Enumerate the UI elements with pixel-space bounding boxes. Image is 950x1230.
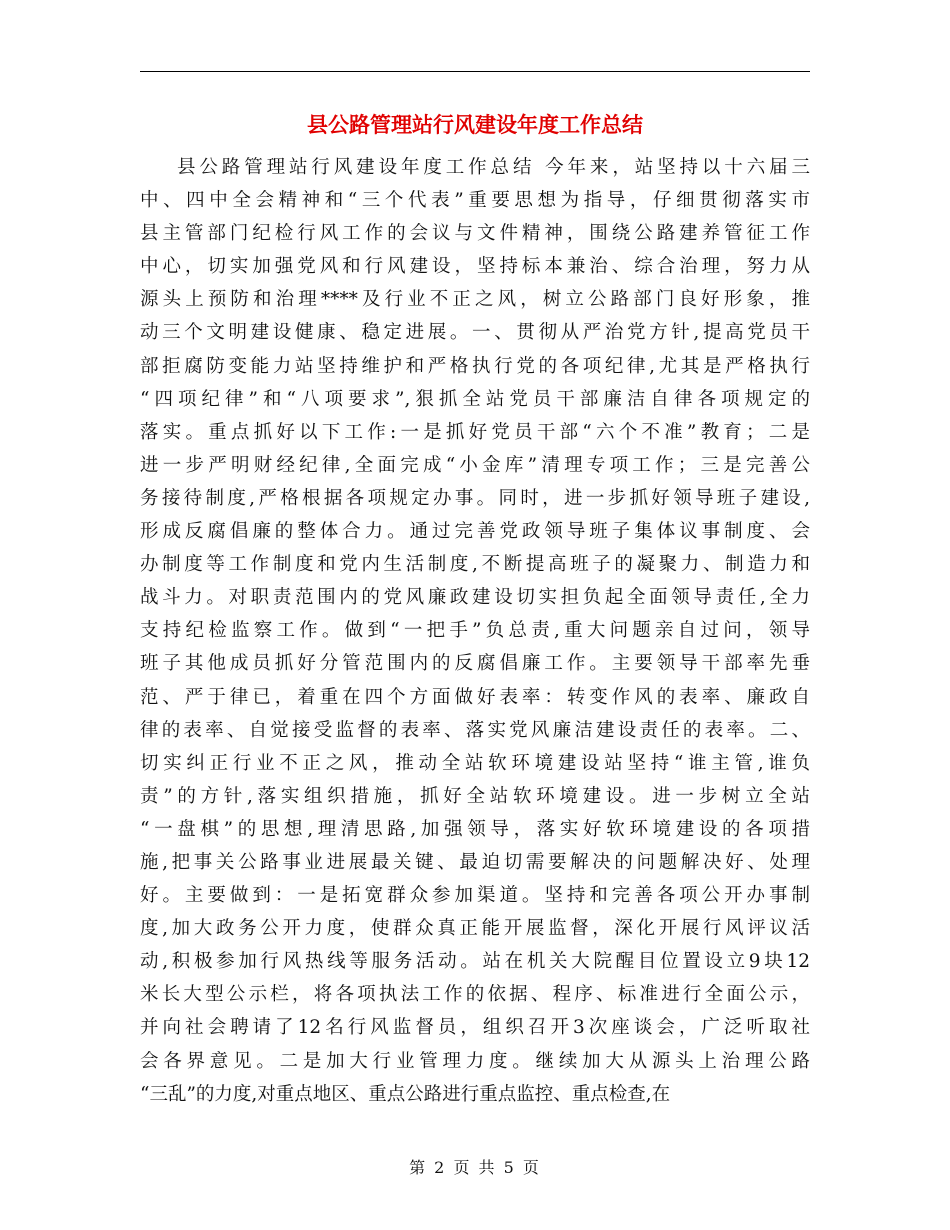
document-body	[140, 151, 810, 1111]
body-line: 施,把事关公路事业进展最关键、最迫切需要解决的问题解决好、处理	[140, 851, 810, 873]
body-line: “一盘棋”的思想,理清思路,加强领导，落实好软环境建设的各项措	[140, 818, 810, 840]
body-line: 办制度等工作制度和党内生活制度,不断提高班子的凝聚力、制造力和	[140, 554, 810, 576]
body-line: 县主管部门纪检行风工作的会议与文件精神，围绕公路建养管征工作	[140, 223, 810, 245]
body-line: 好。主要做到：一是拓宽群众参加渠道。坚持和完善各项公开办事制	[140, 885, 810, 907]
body-line: 动,积极参加行风热线等服务活动。站在机关大院醒目位置设立9块12	[140, 951, 810, 973]
body-line: 源头上预防和治理****及行业不正之风，树立公路部门良好形象，推	[140, 289, 810, 311]
body-line: 律的表率、自觉接受监督的表率、落实党风廉洁建设责任的表率。二、	[140, 719, 810, 741]
body-line: 会各界意见。二是加大行业管理力度。继续加大从源头上治理公路	[140, 1050, 810, 1072]
body-line: 部拒腐防变能力站坚持维护和严格执行党的各项纪律,尤其是严格执行	[140, 355, 810, 377]
page-number: 第 2 页 共 5 页	[409, 1158, 541, 1177]
body-line: “四项纪律”和“八项要求”,狠抓全站党员干部廉洁自律各项规定的	[140, 388, 810, 410]
body-line: 支持纪检监察工作。做到“一把手”负总责,重大问题亲自过问，领导	[140, 620, 810, 642]
body-line: 班子其他成员抓好分管范围内的反腐倡廉工作。主要领导干部率先垂	[140, 653, 810, 675]
body-line: “三乱”的力度,对重点地区、重点公路进行重点监控、重点检查,在	[140, 1083, 671, 1105]
body-line: 中、四中全会精神和“三个代表”重要思想为指导，仔细贯彻落实市	[140, 190, 810, 212]
body-line: 米长大型公示栏，将各项执法工作的依据、程序、标准进行全面公示，	[140, 984, 810, 1006]
body-line: 战斗力。对职责范围内的党风廉政建设切实担负起全面领导责任,全力	[140, 587, 810, 609]
body-line: 中心，切实加强党风和行风建设，坚持标本兼治、综合治理，努力从	[140, 256, 810, 278]
body-line: 切实纠正行业不正之风，推动全站软环境建设站坚持“谁主管,谁负	[140, 752, 810, 774]
body-line: 落实。重点抓好以下工作:一是抓好党员干部“六个不准”教育；二是	[140, 421, 810, 443]
body-line: 务接待制度,严格根据各项规定办事。同时，进一步抓好领导班子建设,	[140, 487, 810, 509]
body-line: 形成反腐倡廉的整体合力。通过完善党政领导班子集体议事制度、会	[140, 521, 810, 543]
body-line: 进一步严明财经纪律,全面完成“小金库”清理专项工作；三是完善公	[140, 454, 810, 476]
body-line: 责”的方针,落实组织措施，抓好全站软环境建设。进一步树立全站	[140, 785, 810, 807]
body-line: 县公路管理站行风建设年度工作总结 今年来，站坚持以十六届三	[177, 157, 810, 178]
body-line: 度,加大政务公开力度，使群众真正能开展监督，深化开展行风评议活	[140, 918, 810, 940]
header-rule	[140, 71, 810, 72]
body-line: 并向社会聘请了12名行风监督员，组织召开3次座谈会，广泛听取社	[140, 1017, 810, 1039]
document-title: 县公路管理站行风建设年度工作总结	[307, 112, 643, 137]
body-line: 范、严于律已，着重在四个方面做好表率：转变作风的表率、廉政自	[140, 686, 810, 708]
body-line: 动三个文明建设健康、稳定进展。一、贯彻从严治党方针,提高党员干	[140, 322, 810, 344]
